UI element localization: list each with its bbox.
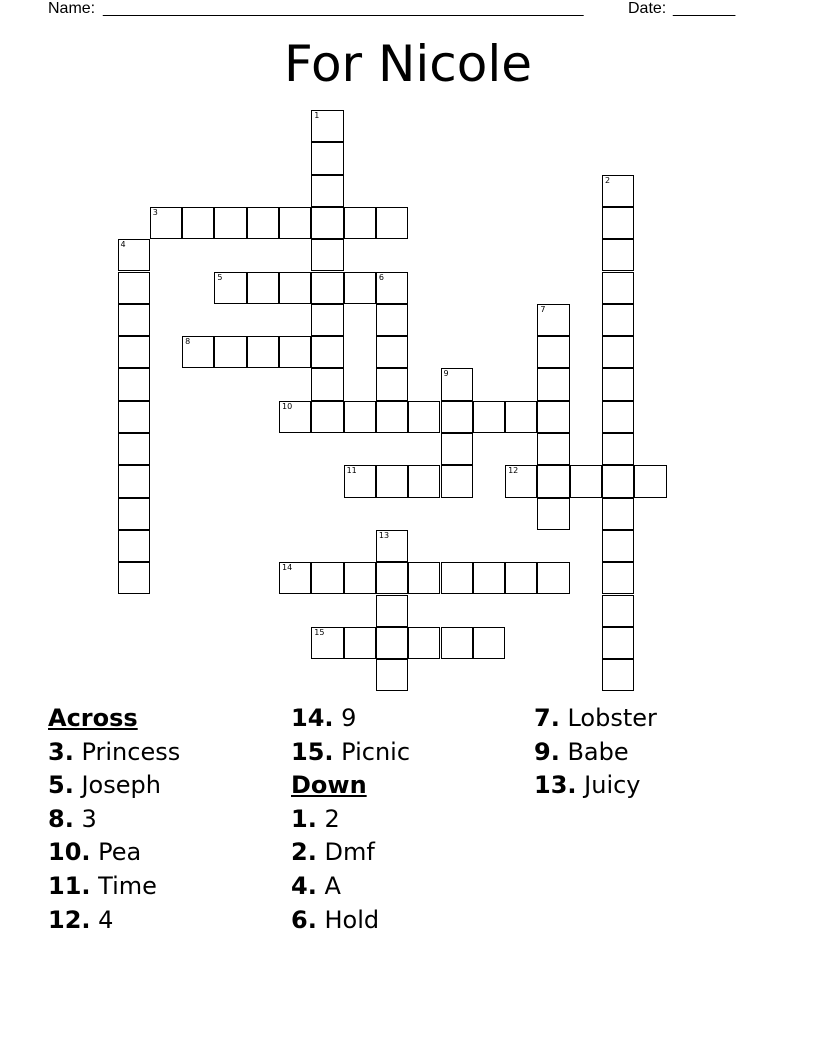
clue-text: Time	[98, 871, 157, 900]
grid-cell[interactable]	[214, 207, 246, 239]
grid-cell[interactable]	[505, 401, 537, 433]
clue-text: Juicy	[584, 771, 641, 800]
cell-number: 12	[508, 466, 519, 476]
clue-down-13	[534, 770, 657, 804]
clue-number: 8.	[48, 804, 74, 833]
grid-cell[interactable]	[311, 368, 343, 400]
cell-number: 13	[378, 530, 390, 540]
grid-cell[interactable]	[150, 207, 182, 239]
cell-number: 4	[120, 240, 126, 250]
grid-cell[interactable]	[182, 336, 214, 368]
clue-down-7	[534, 703, 657, 737]
grid-cell[interactable]	[376, 304, 408, 336]
grid-cell[interactable]	[182, 207, 214, 239]
grid-cell[interactable]	[602, 530, 634, 562]
cell-number: 11	[346, 466, 357, 476]
name-label: Name:	[48, 0, 96, 17]
clue-text: Babe	[567, 737, 629, 766]
grid-cell[interactable]	[311, 304, 343, 336]
cell-number: 7	[540, 304, 546, 314]
grid-cell[interactable]	[311, 627, 343, 659]
grid-cell[interactable]	[118, 368, 150, 400]
grid-cell[interactable]	[311, 336, 343, 368]
grid-cell[interactable]	[376, 465, 408, 497]
grid-cell[interactable]	[441, 562, 473, 594]
clue-text: 3	[81, 804, 97, 833]
cell-number: 14	[282, 563, 293, 573]
grid-cell[interactable]	[247, 207, 279, 239]
grid-cell[interactable]	[311, 562, 343, 594]
grid-cell[interactable]	[118, 304, 150, 336]
grid-cell[interactable]	[118, 239, 150, 271]
grid-cell[interactable]	[247, 272, 279, 304]
clue-across-10	[48, 837, 180, 871]
cell-number: 1	[314, 111, 320, 120]
clue-text: Picnic	[341, 737, 411, 766]
grid-cell[interactable]	[473, 627, 505, 659]
clue-across-5	[48, 770, 180, 804]
cell-number: 8	[185, 337, 191, 347]
grid-cell[interactable]	[311, 142, 343, 174]
grid-cell[interactable]	[537, 465, 569, 497]
clue-down-2	[291, 837, 410, 871]
grid-cell[interactable]	[602, 401, 634, 433]
grid-cell[interactable]	[311, 239, 343, 271]
clue-number: 3.	[48, 737, 74, 766]
grid-cell[interactable]	[441, 465, 473, 497]
clue-number: 10.	[48, 838, 91, 867]
clue-across-3	[48, 737, 180, 771]
grid-cell[interactable]	[118, 562, 150, 594]
clue-across-12	[48, 905, 180, 939]
clue-down-4	[291, 871, 410, 905]
date-label: Date:	[628, 0, 667, 17]
clue-number: 15.	[291, 737, 334, 766]
grid-cell[interactable]	[602, 207, 634, 239]
grid-cell[interactable]	[441, 433, 473, 465]
grid-cell[interactable]	[441, 627, 473, 659]
cell-number: 3	[152, 207, 158, 217]
grid-cell[interactable]	[376, 659, 408, 691]
grid-cell[interactable]	[344, 627, 376, 659]
grid-cell[interactable]	[537, 304, 569, 336]
grid-cell[interactable]	[505, 562, 537, 594]
grid-cell[interactable]	[602, 659, 634, 691]
grid-cell[interactable]	[408, 562, 440, 594]
grid-cell[interactable]	[537, 401, 569, 433]
grid-cell[interactable]	[441, 401, 473, 433]
clue-number: 7.	[534, 704, 560, 732]
grid-cell[interactable]	[214, 336, 246, 368]
grid-cell[interactable]	[279, 562, 311, 594]
grid-cell[interactable]	[505, 465, 537, 497]
grid-cell[interactable]	[537, 498, 569, 530]
grid-cell[interactable]	[376, 595, 408, 627]
grid-cell[interactable]	[344, 465, 376, 497]
grid-cell[interactable]	[441, 368, 473, 400]
grid-cell[interactable]	[376, 336, 408, 368]
clue-number: 5.	[48, 771, 74, 800]
clue-across-11	[48, 871, 180, 905]
grid-cell[interactable]	[602, 465, 634, 497]
grid-cell[interactable]	[473, 562, 505, 594]
clue-text: Pea	[98, 838, 142, 867]
clue-text: Dmf	[324, 838, 375, 867]
down-heading: Down	[291, 771, 367, 800]
clue-number: 6.	[291, 905, 317, 934]
clue-text: Princess	[81, 737, 181, 766]
clue-number: 4.	[291, 871, 317, 900]
grid-cell[interactable]	[602, 239, 634, 271]
grid-cell[interactable]	[602, 304, 634, 336]
clue-number: 12.	[48, 905, 91, 934]
grid-cell[interactable]	[344, 272, 376, 304]
grid-cell[interactable]	[537, 368, 569, 400]
cell-number: 9	[443, 369, 449, 379]
grid-cell[interactable]	[602, 368, 634, 400]
grid-cell[interactable]	[537, 336, 569, 368]
clue-down-6	[291, 905, 410, 939]
grid-cell[interactable]	[602, 336, 634, 368]
clue-text: 4	[98, 905, 114, 934]
grid-cell[interactable]	[311, 272, 343, 304]
grid-cell[interactable]	[344, 562, 376, 594]
grid-cell[interactable]	[602, 562, 634, 594]
grid-cell[interactable]	[537, 562, 569, 594]
grid-cell[interactable]	[376, 368, 408, 400]
grid-cell[interactable]	[376, 530, 408, 562]
clue-down-1	[291, 804, 410, 838]
cell-number: 15	[314, 627, 325, 637]
clue-number: 11.	[48, 871, 91, 900]
grid-cell[interactable]	[376, 627, 408, 659]
clue-across-8	[48, 804, 180, 838]
grid-cell[interactable]	[118, 272, 150, 304]
clue-text: Joseph	[81, 771, 161, 800]
grid-cell[interactable]	[376, 207, 408, 239]
grid-cell[interactable]	[376, 272, 408, 304]
grid-cell[interactable]	[344, 207, 376, 239]
grid-cell[interactable]	[376, 562, 408, 594]
clue-number: 9.	[534, 737, 560, 766]
clue-column-2	[291, 703, 410, 938]
clue-number: 2.	[291, 838, 317, 867]
name-blank-line: ______________________________________________________	[103, 0, 584, 17]
grid-cell[interactable]	[602, 175, 634, 207]
grid-cell[interactable]	[344, 401, 376, 433]
grid-cell[interactable]	[247, 336, 279, 368]
clue-text: A	[324, 871, 341, 900]
grid-cell[interactable]	[214, 272, 246, 304]
grid-cell[interactable]	[118, 336, 150, 368]
grid-cell[interactable]	[118, 433, 150, 465]
grid-cell[interactable]	[570, 465, 602, 497]
grid-cell[interactable]	[311, 207, 343, 239]
clue-column-3	[534, 703, 657, 804]
grid-cell[interactable]	[118, 465, 150, 497]
grid-cell[interactable]	[311, 401, 343, 433]
across-heading: Across	[48, 704, 138, 732]
grid-cell[interactable]	[408, 627, 440, 659]
clue-number: 14.	[291, 704, 334, 732]
grid-cell[interactable]	[408, 465, 440, 497]
grid-cell[interactable]	[311, 110, 343, 142]
grid-cell[interactable]	[473, 401, 505, 433]
grid-cell[interactable]	[537, 433, 569, 465]
grid-cell[interactable]	[602, 272, 634, 304]
grid-cell[interactable]	[602, 498, 634, 530]
clue-number: 1.	[291, 804, 317, 833]
clue-down-9	[534, 737, 657, 771]
grid-cell[interactable]	[118, 498, 150, 530]
cell-number: 5	[217, 272, 223, 282]
grid-cell[interactable]	[118, 530, 150, 562]
grid-cell[interactable]	[118, 401, 150, 433]
clue-text: 2	[324, 804, 340, 833]
grid-cell[interactable]	[602, 627, 634, 659]
clue-across-15	[291, 737, 410, 771]
clue-text: Lobster	[567, 704, 657, 732]
grid-cell[interactable]	[602, 595, 634, 627]
grid-cell[interactable]	[602, 433, 634, 465]
grid-cell[interactable]	[311, 175, 343, 207]
date-blank-line: _______	[673, 0, 736, 17]
grid-cell[interactable]	[408, 401, 440, 433]
cell-number: 2	[605, 175, 611, 185]
grid-cell[interactable]	[634, 465, 666, 497]
grid-cell[interactable]	[279, 401, 311, 433]
grid-cell[interactable]	[279, 272, 311, 304]
cell-number: 10	[282, 401, 293, 411]
page-title: For Nicole	[283, 35, 533, 93]
clue-text: Hold	[324, 905, 380, 934]
clue-number: 13.	[534, 771, 577, 800]
clue-text: 9	[341, 704, 357, 732]
clue-column-1	[48, 703, 180, 938]
grid-cell[interactable]	[376, 401, 408, 433]
grid-cell[interactable]	[279, 207, 311, 239]
grid-cell[interactable]	[279, 336, 311, 368]
cell-number: 6	[378, 272, 384, 282]
clue-across-14	[291, 703, 410, 737]
